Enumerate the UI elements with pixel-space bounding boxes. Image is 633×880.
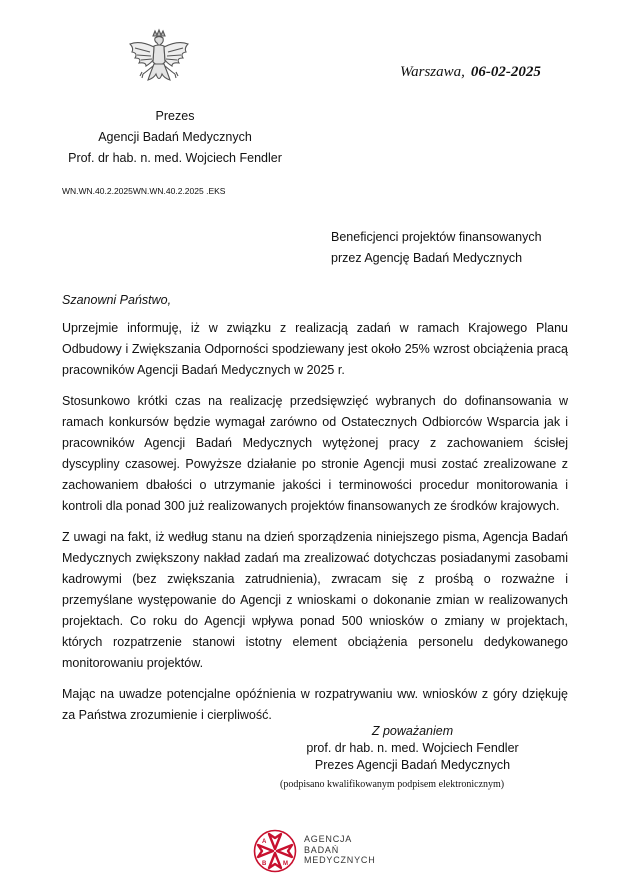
sender-block (60, 106, 290, 169)
date: 06-02-2025 (470, 64, 541, 80)
reference-number: WN.WN.40.2.2025WN.WN.40.2.2025 .EKS (62, 186, 226, 196)
closing-title: Prezes Agencji Badań Medycznych (314, 758, 511, 772)
polish-eagle-emblem-icon (126, 28, 192, 92)
paragraph-1: Uprzejmie informuję, iż w związku z realizacją zadań w ramach Krajowego Planu Odbudowy i Zwiększania Odporności spodziewany jest około 25% wzrost obciążenia pracą pracowników Agencji Badań Medycznych w 2025 r. (62, 321, 568, 377)
logo-text-line-1: AGENCJA (304, 834, 353, 844)
logo-letter-b: B (262, 861, 267, 867)
abm-logo-icon (252, 828, 298, 874)
recipient-line-2: przez Agencję Badań Medycznych (331, 251, 523, 265)
closing-greeting: Z poważaniem (371, 724, 454, 738)
logo-text-line-3: MEDYCZNYCH (304, 855, 376, 865)
abm-logo-text (304, 834, 376, 866)
closing-name: prof. dr hab. n. med. Wojciech Fendler (306, 741, 519, 755)
logo-letter-m: M (283, 861, 288, 867)
signature-note: (podpisano kwalifikowanym podpisem elektronicznym) (280, 779, 505, 790)
sender-title: Prezes (155, 109, 195, 123)
paragraph-4: Mając na uwadze potencjalne opóźnienia w rozpatrywaniu ww. wniosków z góry dziękuję za Państwa zrozumienie i cierpliwość. (62, 687, 568, 722)
letter-body (62, 318, 568, 736)
closing-block (300, 723, 525, 774)
logo-text-line-2: BADAŃ (304, 844, 340, 855)
sender-name: Prof. dr hab. n. med. Wojciech Fendler (68, 151, 282, 165)
recipient-line-1: Beneficjenci projektów finansowanych (331, 230, 542, 244)
paragraph-2: Stosunkowo krótki czas na realizację przedsięwzięć wybranych do dofinansowania w ramach konkursów będzie wymagał zarówno od Ostatecznych Odbiorców Wsparcia jak i pracowników Agencji Badań Medycznych wytężonej pracy z zachowaniem ścisłej dyscypliny czasowej. Powyższe działanie po stronie Agencji musi zostać zrealizowane z zachowaniem dbałości o utrzymanie jakości i terminowości procedur monitorowania i kontroli dla ponad 300 już realizowanych projektów finansowanych ze środków krajowych. (62, 394, 568, 513)
place-and-date (400, 64, 541, 81)
salutation: Szanowni Państwo, (62, 293, 172, 307)
logo-letter-a: A (262, 839, 267, 845)
paragraph-3: Z uwagi na fakt, iż według stanu na dzień sporządzenia niniejszego pisma, Agencja Badań Medycznych zwiększony nakład zadań ma zrealizować dotychczas posiadanymi zasobami kadrowymi (bez zwiększania zatrudnienia), zwracam się z prośbą o rozważne i przemyślane występowanie do Agencji z wnioskami o dokonanie zmian w realizowanych projektach. Co roku do Agencji wpływa ponad 500 wniosków o zmiany w projektach, których rozpatrzenie stanowi istotny element obciążenia personelu dedykowanego monitorowaniu projektów. (62, 530, 568, 670)
recipient-block (331, 227, 542, 269)
sender-institution: Agencji Badań Medycznych (98, 130, 252, 144)
place: Warszawa, (400, 64, 465, 80)
